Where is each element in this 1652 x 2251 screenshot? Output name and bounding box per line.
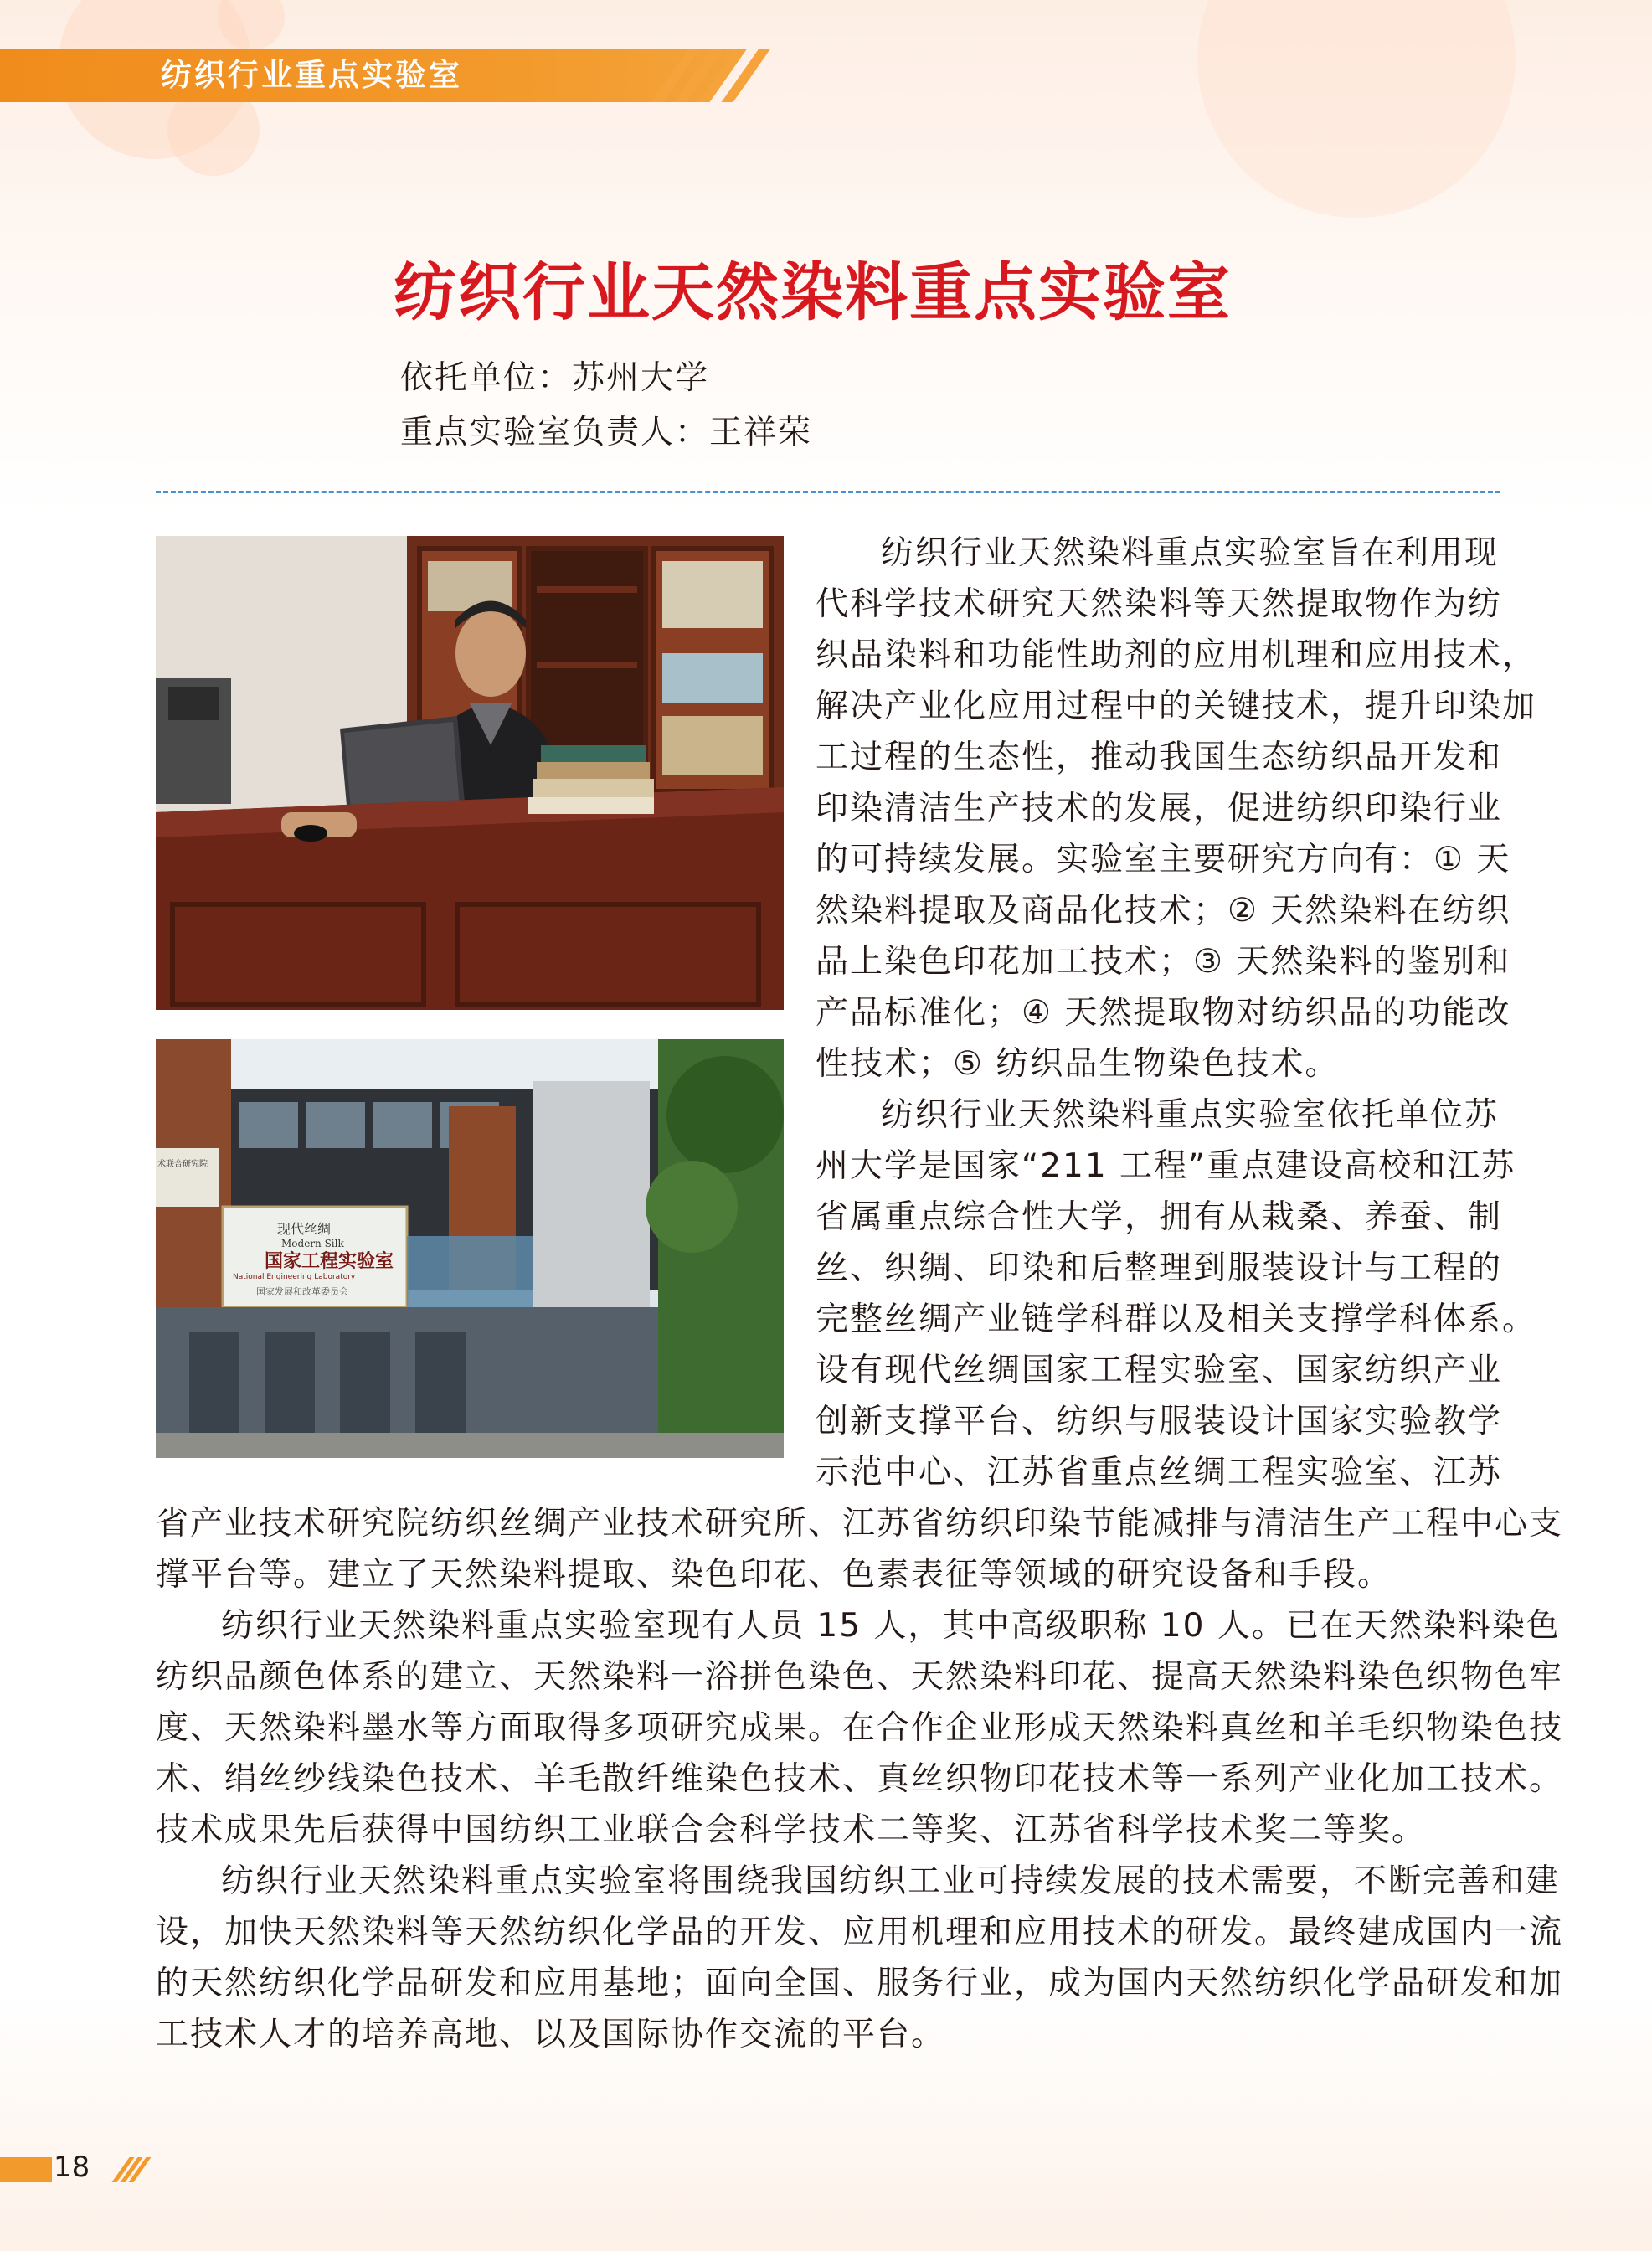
host-unit: 依托单位：苏州大学 bbox=[400, 359, 710, 397]
paragraph-line: 设有现代丝绸国家工程实验室、国家纺织产业 bbox=[816, 1352, 1503, 1389]
paragraph-line: 纺织行业天然染料重点实验室将围绕我国纺织工业可持续发展的技术需要，不断完善和建 bbox=[221, 1862, 1561, 1900]
page-number: 18 bbox=[54, 2151, 90, 2184]
sign-text: 现代丝绸 bbox=[277, 1221, 332, 1237]
paragraph-line: 省属重点综合性大学，拥有从栽桑、养蚕、制 bbox=[816, 1198, 1503, 1236]
office-photo bbox=[156, 536, 784, 1010]
paragraph-line: 然染料提取及商品化技术；② 天然染料在纺织 bbox=[816, 892, 1511, 930]
paragraph-line: 工过程的生态性，推动我国生态纺织品开发和 bbox=[816, 739, 1503, 776]
lab-building-photo bbox=[156, 1039, 784, 1458]
section-header-title: 纺织行业重点实验室 bbox=[161, 57, 462, 93]
sign-text: 术联合研究院 bbox=[157, 1160, 208, 1169]
paragraph-line: 的可持续发展。实验室主要研究方向有：① 天 bbox=[816, 841, 1511, 878]
paragraph-line: 织品染料和功能性助剂的应用机理和应用技术， bbox=[816, 636, 1537, 674]
paragraph-line: 设，加快天然染料等天然纺织化学品的开发、应用机理和应用技术的研发。最终建成国内一流 bbox=[156, 1914, 1564, 1951]
paragraph-line: 品上染色印花加工技术；③ 天然染料的鉴别和 bbox=[816, 943, 1511, 981]
sign-text: 国家发展和改革委员会 bbox=[256, 1286, 348, 1297]
paragraph-line: 纺织行业天然染料重点实验室现有人员 15 人，其中高级职称 10 人。已在天然染料染色 bbox=[221, 1607, 1561, 1645]
footer-stripes-decoration bbox=[116, 2157, 149, 2182]
paragraph-line: 印染清洁生产技术的发展，促进纺织印染行业 bbox=[816, 790, 1503, 827]
paragraph-line: 产品标准化；④ 天然提取物对纺织品的功能改 bbox=[816, 994, 1511, 1032]
dashed-divider bbox=[156, 491, 1500, 493]
paragraph-line: 省产业技术研究院纺织丝绸产业技术研究所、江苏省纺织印染节能减排与清洁生产工程中心支 bbox=[156, 1505, 1564, 1543]
background-bubble bbox=[1197, 0, 1516, 218]
paragraph-line: 术、绢丝纱线染色技术、羊毛散纤维染色技术、真丝织物印花技术等一系列产业化加工技术。 bbox=[156, 1760, 1564, 1798]
page-title: 纺织行业天然染料重点实验室 bbox=[394, 255, 1233, 329]
paragraph-line: 的天然纺织化学品研发和应用基地；面向全国、服务行业，成为国内天然纺织化学品研发和加 bbox=[156, 1965, 1564, 2002]
paragraph-line: 丝、织绸、印染和后整理到服装设计与工程的 bbox=[816, 1249, 1503, 1287]
paragraph-line: 度、天然染料墨水等方面取得多项研究成果。在合作企业形成天然染料真丝和羊毛织物染色技 bbox=[156, 1709, 1564, 1747]
sign-text: 国家工程实验室 bbox=[265, 1250, 394, 1272]
paragraph-line: 技术成果先后获得中国纺织工业联合会科学技术二等奖、江苏省科学技术奖二等奖。 bbox=[156, 1811, 1427, 1849]
sign-text: Modern Silk bbox=[281, 1238, 344, 1249]
paragraph-line: 撑平台等。建立了天然染料提取、染色印花、色素表征等领域的研究设备和手段。 bbox=[156, 1556, 1392, 1594]
paragraph-line: 工技术人才的培养高地、以及国际协作交流的平台。 bbox=[156, 2016, 946, 2053]
paragraph-line: 解决产业化应用过程中的关键技术，提升印染加 bbox=[816, 688, 1537, 725]
paragraph-line: 纺织行业天然染料重点实验室依托单位苏 bbox=[881, 1096, 1500, 1134]
paragraph-line: 创新支撑平台、纺织与服装设计国家实验教学 bbox=[816, 1403, 1503, 1440]
paragraph-line: 州大学是国家“211 工程”重点建设高校和江苏 bbox=[816, 1147, 1516, 1185]
lab-director: 重点实验室负责人：王祥荣 bbox=[400, 414, 813, 451]
paragraph-line: 示范中心、江苏省重点丝绸工程实验室、江苏 bbox=[816, 1454, 1503, 1491]
paragraph-line: 纺织行业天然染料重点实验室旨在利用现 bbox=[881, 534, 1500, 572]
footer-accent-bar bbox=[0, 2157, 52, 2182]
paragraph-line: 完整丝绸产业链学科群以及相关支撑学科体系。 bbox=[816, 1301, 1537, 1338]
paragraph-line: 纺织品颜色体系的建立、天然染料一浴拼色染色、天然染料印花、提高天然染料染色织物色牢 bbox=[156, 1658, 1564, 1696]
paragraph-line: 代科学技术研究天然染料等天然提取物作为纺 bbox=[816, 585, 1503, 623]
sign-text: National Engineering Laboratory bbox=[233, 1273, 356, 1281]
header-stripes-decoration bbox=[650, 49, 775, 102]
paragraph-line: 性技术；⑤ 纺织品生物染色技术。 bbox=[816, 1045, 1340, 1083]
